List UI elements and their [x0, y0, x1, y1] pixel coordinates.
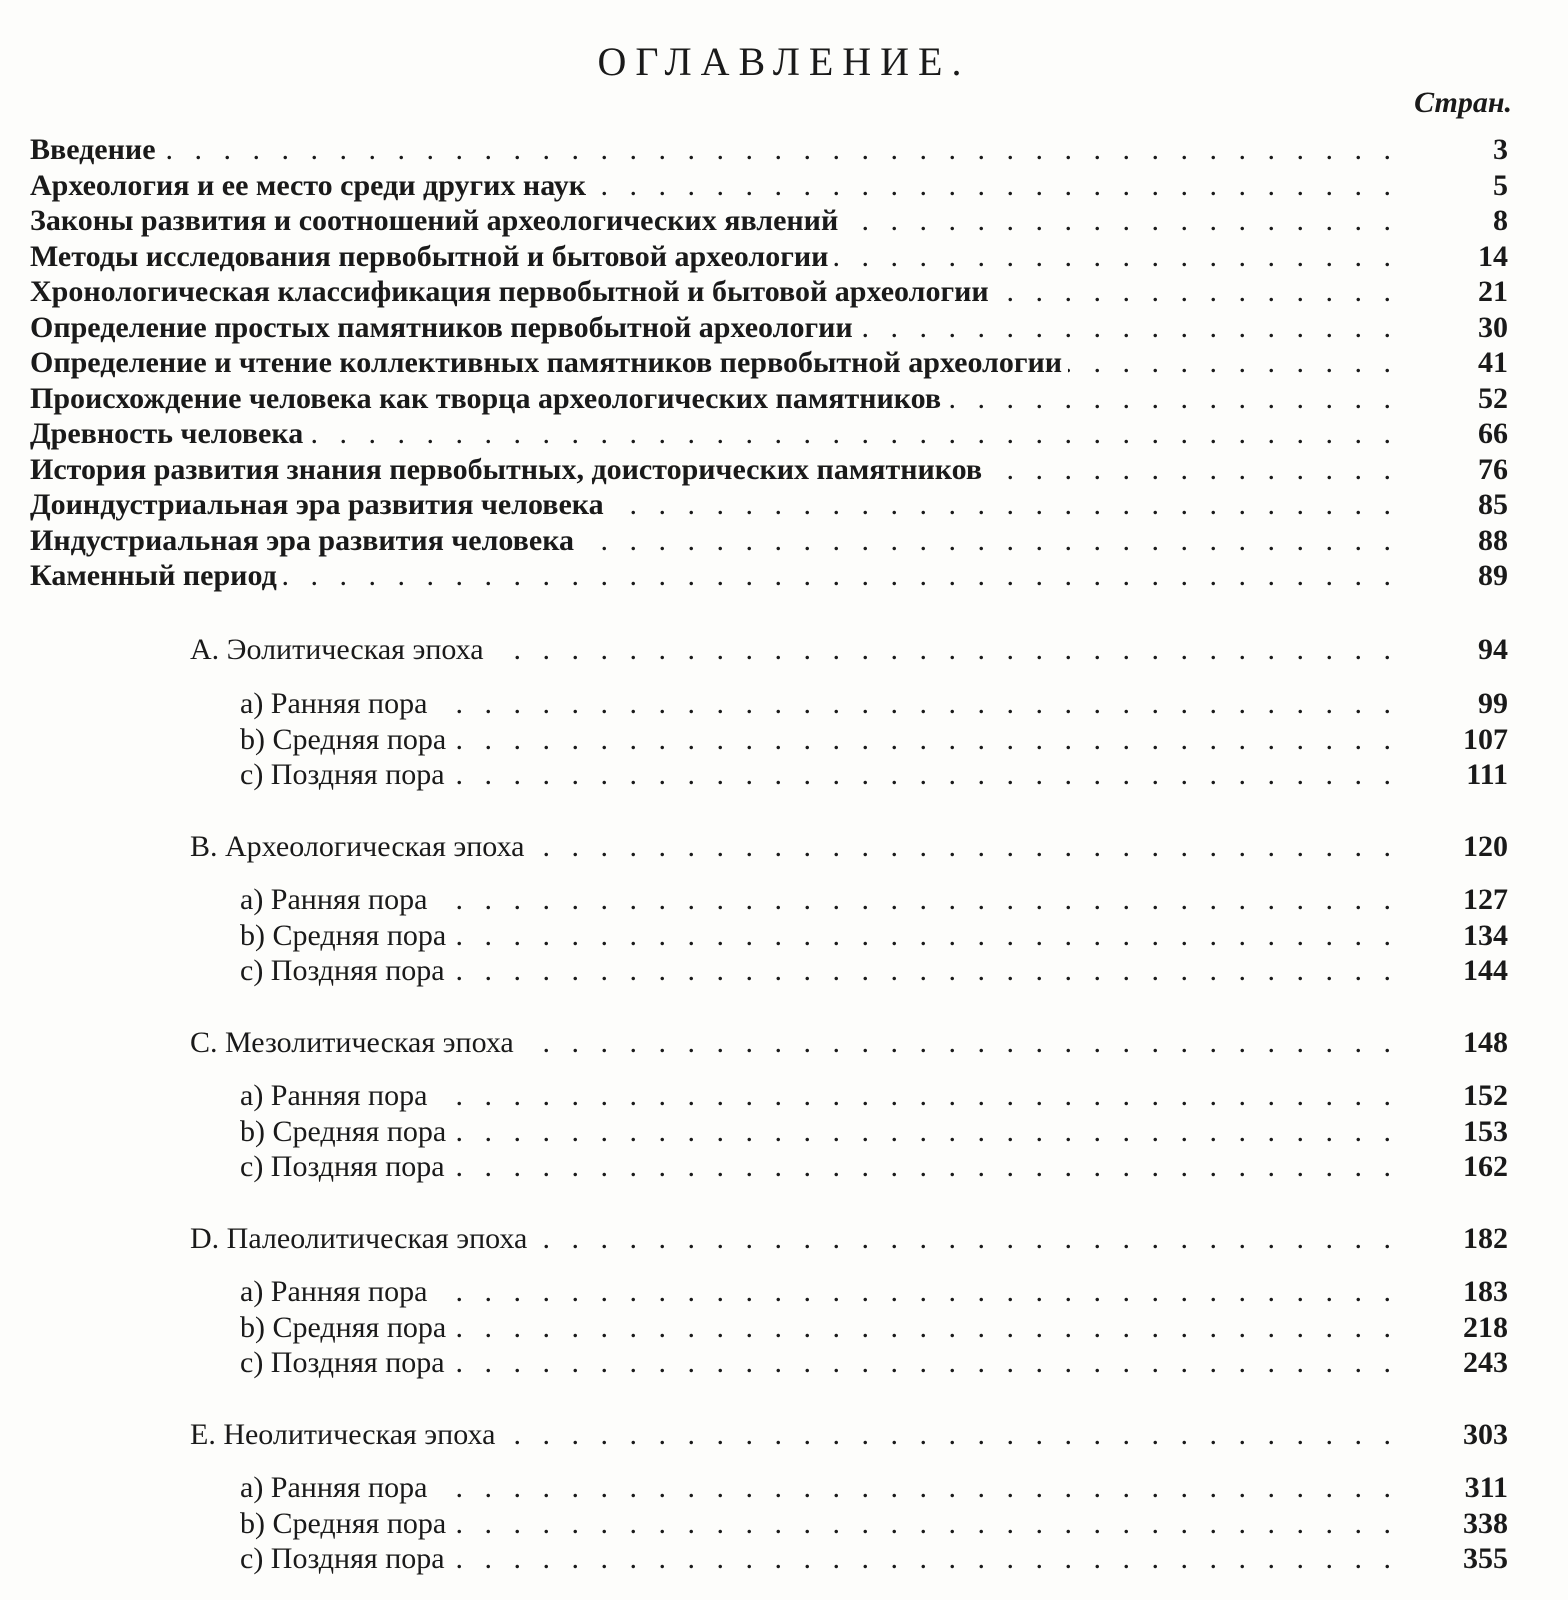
toc-entry-page: 21: [1478, 275, 1508, 308]
toc-entry-label: b) Средняя пора: [240, 722, 452, 758]
toc-sub-entry[interactable]: [0, 686, 1568, 722]
toc-entry-page: 14: [1478, 240, 1508, 273]
toc-entry-page: 148: [1463, 1026, 1508, 1059]
toc-entry-page: 338: [1463, 1507, 1508, 1540]
toc-entry[interactable]: [0, 523, 1568, 559]
toc-epoch-entry[interactable]: [0, 1025, 1568, 1061]
toc-entry-label: c) Поздняя пора: [240, 1345, 451, 1381]
toc-entry-label: c) Поздняя пора: [240, 953, 451, 989]
toc-entry-page: 88: [1478, 524, 1508, 557]
toc-sub-entry[interactable]: [0, 722, 1568, 758]
toc-entry-label: b) Средняя пора: [240, 1506, 452, 1542]
toc-entry-label: Определение простых памятников первобытной археологии: [30, 310, 859, 346]
toc-entry-label: Археология и ее место среди других наук: [30, 168, 592, 204]
toc-entry-label: A. Эолитическая эпоха: [190, 632, 490, 668]
toc-entry-label: a) Ранняя пора: [240, 882, 433, 918]
toc-entry-label: B. Археологическая эпоха: [190, 829, 530, 865]
toc-entry-page: 144: [1463, 954, 1508, 987]
toc-entry-page: 134: [1463, 919, 1508, 952]
toc-entry-page: 52: [1478, 382, 1508, 415]
toc-entry-label: c) Поздняя пора: [240, 1541, 451, 1577]
toc-entry-page: 8: [1493, 204, 1508, 237]
toc-sub-entry[interactable]: [0, 1470, 1568, 1506]
toc-entry-page: 3: [1493, 133, 1508, 166]
toc-entry[interactable]: [0, 487, 1568, 523]
toc-sub-entry[interactable]: [0, 1114, 1568, 1150]
toc-entry-page: 127: [1463, 883, 1508, 916]
toc-epoch-entry[interactable]: [0, 1417, 1568, 1453]
page-column-header: Стран.: [1414, 86, 1512, 119]
toc-entry[interactable]: [0, 132, 1568, 168]
toc-entry-page: 183: [1463, 1275, 1508, 1308]
toc-sub-entry[interactable]: [0, 918, 1568, 954]
toc-entry[interactable]: [0, 239, 1568, 275]
toc-epoch-entry[interactable]: [0, 1221, 1568, 1257]
toc-sub-entry[interactable]: [0, 1506, 1568, 1542]
leader-dots: [30, 132, 1398, 168]
toc-entry[interactable]: [0, 452, 1568, 488]
toc-entry-page: 243: [1463, 1346, 1508, 1379]
toc-entry-label: Древность человека: [30, 416, 309, 452]
toc-entry-page: 120: [1463, 830, 1508, 863]
toc-entry-page: 311: [1464, 1471, 1508, 1504]
toc-entry-label: b) Средняя пора: [240, 1310, 452, 1346]
toc-entry[interactable]: [0, 416, 1568, 452]
toc-sub-entry[interactable]: [0, 757, 1568, 793]
toc-entry-page: 162: [1463, 1150, 1508, 1183]
toc-entry-page: 66: [1478, 417, 1508, 450]
toc-entry[interactable]: [0, 558, 1568, 594]
toc-sub-entry[interactable]: [0, 1274, 1568, 1310]
toc-entry-label: Законы развития и соотношений археологических явлений: [30, 203, 844, 239]
toc-sub-entry[interactable]: [0, 953, 1568, 989]
toc-entry-label: Происхождение человека как творца археологических памятников: [30, 381, 947, 417]
toc-entry-page: 30: [1478, 311, 1508, 344]
toc-entry-page: 41: [1478, 346, 1508, 379]
toc-entry-label: Методы исследования первобытной и бытовой археологии: [30, 239, 834, 275]
toc-entry-label: c) Поздняя пора: [240, 757, 451, 793]
toc-epoch-entry[interactable]: [0, 632, 1568, 668]
toc-entry-label: a) Ранняя пора: [240, 1470, 433, 1506]
toc-entry[interactable]: [0, 345, 1568, 381]
toc-entry[interactable]: [0, 203, 1568, 239]
toc-entry-page: 107: [1463, 723, 1508, 756]
toc-entry-label: История развития знания первобытных, доисторических памятников: [30, 452, 988, 488]
toc-entry-label: b) Средняя пора: [240, 1114, 452, 1150]
toc-entry-page: 153: [1463, 1115, 1508, 1148]
toc-entry-label: C. Мезолитическая эпоха: [190, 1025, 520, 1061]
toc-entry-label: Введение: [30, 132, 162, 168]
page-title: ОГЛАВЛЕНИЕ.: [597, 39, 971, 84]
toc-entry[interactable]: [0, 381, 1568, 417]
toc-sub-entry[interactable]: [0, 1541, 1568, 1577]
toc-sub-entry[interactable]: [0, 1345, 1568, 1381]
toc-sub-entry[interactable]: [0, 1310, 1568, 1346]
toc-entry-label: Хронологическая классификация первобытной и бытовой археологии: [30, 274, 995, 310]
toc-entry-page: 89: [1478, 559, 1508, 592]
toc-entry-page: 85: [1478, 488, 1508, 521]
toc-entry-page: 111: [1466, 758, 1508, 791]
toc-entry-label: D. Палеолитическая эпоха: [190, 1221, 533, 1257]
toc-sub-entry[interactable]: [0, 882, 1568, 918]
toc-entry[interactable]: [0, 274, 1568, 310]
toc-entry-page: 99: [1478, 687, 1508, 720]
toc-entry-page: 182: [1463, 1222, 1508, 1255]
toc-entry[interactable]: [0, 310, 1568, 346]
toc-entry-label: b) Средняя пора: [240, 918, 452, 954]
toc-entry-label: a) Ранняя пора: [240, 1274, 433, 1310]
toc-entry-label: Каменный период: [30, 558, 283, 594]
toc-entry[interactable]: [0, 168, 1568, 204]
toc-epoch-entry[interactable]: [0, 829, 1568, 865]
toc-entry-page: 218: [1463, 1311, 1508, 1344]
toc-entry-page: 76: [1478, 453, 1508, 486]
toc-entry-page: 355: [1463, 1542, 1508, 1575]
toc-entry-label: E. Неолитическая эпоха: [190, 1417, 501, 1453]
toc-entry-label: a) Ранняя пора: [240, 686, 433, 722]
toc-entry-label: a) Ранняя пора: [240, 1078, 433, 1114]
toc-entry-label: c) Поздняя пора: [240, 1149, 451, 1185]
toc-entry-label: Доиндустриальная эра развития человека: [30, 487, 610, 523]
toc-sub-entry[interactable]: [0, 1078, 1568, 1114]
toc-entry-page: 94: [1478, 633, 1508, 666]
toc-sub-entry[interactable]: [0, 1149, 1568, 1185]
toc-entry-page: 152: [1463, 1079, 1508, 1112]
toc-entry-label: Индустриальная эра развития человека: [30, 523, 580, 559]
toc-entry-label: Определение и чтение коллективных памятников первобытной археологии: [30, 345, 1068, 381]
toc-entry-page: 303: [1463, 1418, 1508, 1451]
toc-entry-page: 5: [1493, 169, 1508, 202]
